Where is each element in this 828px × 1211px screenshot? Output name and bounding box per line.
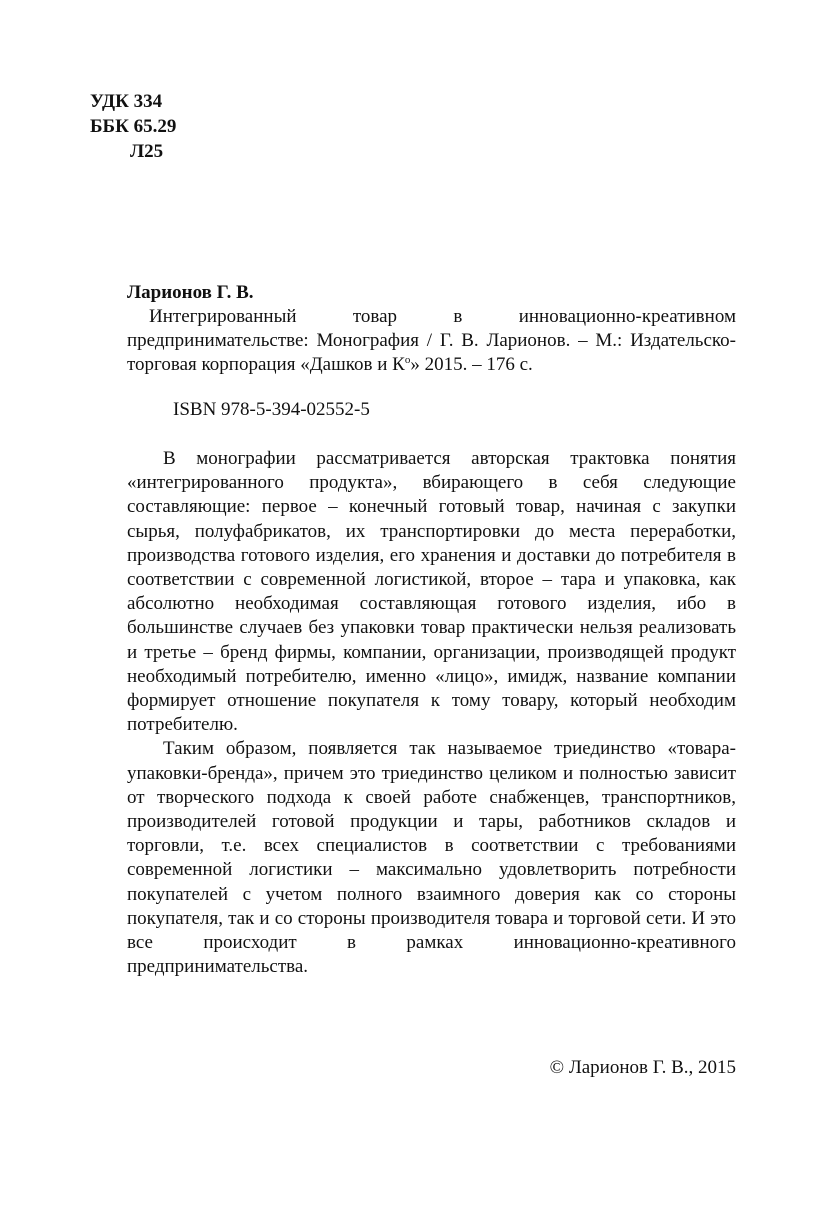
author-name: Ларионов Г. В. <box>127 282 254 303</box>
classification-codes <box>90 89 176 164</box>
bibliographic-reference <box>127 281 736 377</box>
udk-code: УДК 334 <box>90 91 163 112</box>
bbk-code: ББК 65.29 <box>90 116 177 137</box>
author-mark: Л25 <box>130 141 164 162</box>
description-main: Интегрированный товар в инновационно-креативном предпринимательстве: Монография / Г. В. Ларионов. – М.: Издательско-торговая корпорация «Дашков и К <box>127 306 736 375</box>
description-superscript: о <box>404 354 411 366</box>
abstract-paragraph-1: В монографии рассматривается авторская трактовка понятия «интегрированного продукта», вбирающего в себя следующие составляющие: первое – конечный готовый товар, начиная с закупки сырья, полуфабрикатов, их транспортировки до места переработки, производства готового изделия, его хранения и доставки до потребителя в соответствии с современной логистикой, второе – тара и упаковка, как абсолютно необходимая составляющая готового изделия, ибо в большинстве случаев без упаковки товар практически нельзя реализовать и третье – бренд фирмы, компании, организации, производящей продукт необходимый потребителю, именно «лицо», имидж, название компании формирует отношение покупателя к тому товару, который необходим потребителю. <box>127 448 736 736</box>
abstract <box>127 447 736 979</box>
abstract-paragraph-2: Таким образом, появляется так называемое триединство «товара-упаковки-бренда», причем это триединство целиком и полностью зависит от творческого подхода к своей работе снабженцев, транспортников, производителей готовой продукции и тары, работников складов и торговли, т.е. всех специалистов в соответствии с требованиями современной логистики – максимально удовлетворить потребности покупателей с учетом полного взаимного доверия как со стороны покупателя, так и со стороны производителя товара и торговой сети. И это все происходит в рамках инновационно-креативного предпринимательства. <box>127 738 736 978</box>
bibliographic-description <box>127 305 736 377</box>
isbn-number: ISBN 978-5-394-02552-5 <box>173 399 370 420</box>
description-tail: » 2015. – 176 с. <box>410 354 533 375</box>
copyright-notice: © Ларионов Г. В., 2015 <box>549 1057 736 1078</box>
